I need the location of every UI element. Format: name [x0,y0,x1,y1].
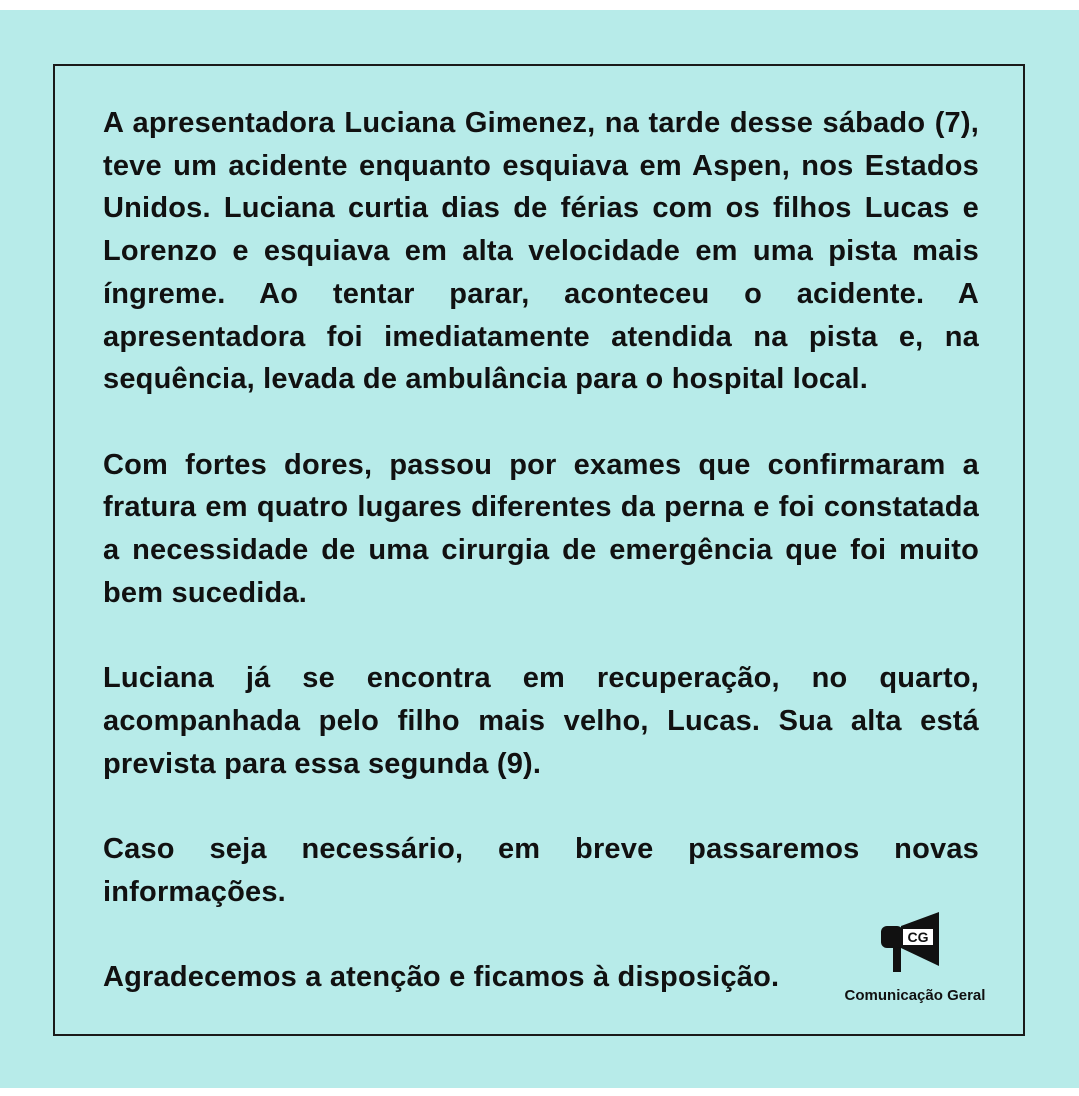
paragraph-updates: Caso seja necessário, em breve passaremos novas informações. [103,832,979,908]
paragraph-recovery: Luciana já se encontra em recuperação, no quarto, acompanhada pelo filho mais velho, Lucas. Sua alta está prevista para essa segunda (9). [103,662,979,780]
paragraph-accident: A apresentadora Luciana Gimenez, na tarde desse sábado (7), teve um acidente enquanto esquiava em Aspen, nos Estados Unidos. Luciana curtia dias de férias com os filhos Lucas e Lorenzo e esquiava em alta velocidade em uma pista mais íngreme. Ao tentar parar, aconteceu o acidente. A apresentadora foi imediatamente atendida na pista e, na sequência, levada de ambulância para o hospital local. [103,107,979,396]
paragraph-surgery: Com fortes dores, passou por exames que confirmaram a fratura em quatro lugares diferentes da perna e foi constatada a necessidade de uma cirurgia de emergência que foi muito bem sucedida. [103,448,979,609]
logo-caption: Comunicação Geral [844,987,986,1004]
comunicacao-geral-logo [835,910,995,1010]
background-panel [0,10,1079,1088]
logo-mark: CG [907,929,929,945]
statement-text [103,102,979,999]
megaphone-icon [879,910,945,976]
statement-frame [53,64,1025,1036]
paragraph-thanks: Agradecemos a atenção e ficamos à disposição. [103,961,780,993]
